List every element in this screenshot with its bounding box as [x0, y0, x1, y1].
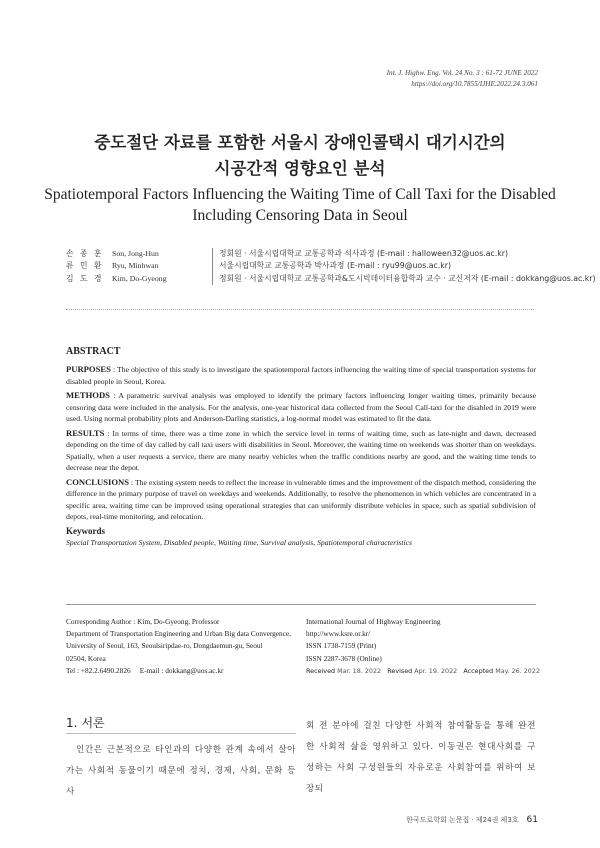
author-name-en: Kim, Do-Gyeong: [112, 273, 167, 283]
keywords-label: Keywords: [66, 525, 105, 536]
purposes-label: PURPOSES: [66, 364, 111, 374]
english-title-line1: Spatiotemporal Factors Influencing the Waiting Time of Call Taxi for the Disabled: [44, 186, 556, 203]
author-name-ko: 김 도 경: [66, 273, 104, 283]
abstract-section: [66, 346, 536, 549]
section-heading: [66, 714, 105, 731]
journal-url[interactable]: http://www.ksre.or.kr/: [306, 629, 371, 639]
article-dates: [306, 665, 546, 677]
methods-text: : A parametric survival analysis was employed to identify the primary factors influencing longer waiting times, primarily because censoring data were included in the analysis. For the analysis, one-year historical data collected from the Seoul Call-taxi for the disabled in 2019 were used. Using normal probability plots and Anderson-Darling statistics, a log-normal model was estimated to fit the data.: [66, 391, 536, 423]
author-name-ko: 류 민 환: [66, 261, 104, 271]
corr-address: University of Seoul, 163, Seoulsiripdae-ro, Dongdaemun-gu, Seoul: [66, 641, 263, 651]
author-name-en: Son, Jong-Hun: [112, 249, 159, 258]
conclusions-label: CONCLUSIONS: [66, 476, 130, 487]
english-title-line2: Including Censoring Data in Seoul: [192, 207, 408, 224]
revised-date: Apr. 19. 2022: [414, 666, 458, 675]
section-title: 서론: [81, 716, 105, 730]
english-title: [0, 184, 600, 226]
author-list: [66, 248, 596, 285]
abstract-conclusions: [66, 477, 536, 523]
abstract-methods: [66, 390, 536, 425]
corr-contact: Tel : +82.2.6490.2826 E-mail : dokkang@uos.ac.kr: [66, 665, 224, 675]
dotted-divider: [66, 309, 534, 310]
corr-author: Corresponding Author : Kim, Do-Gyeong, Professor: [66, 617, 220, 626]
author-affiliation: 정회원 · 서울시립대학교 교통공학과 석사과정 (E-mail : halloween32@uos.ac.kr): [212, 248, 508, 260]
footnote-divider: [66, 604, 536, 605]
author-affiliation: 서울시립대학교 교통공학과 박사과정 (E-mail : ryu99@uos.ac.kr): [212, 260, 451, 272]
journal-citation: [387, 68, 538, 90]
abstract-results: [66, 428, 536, 474]
korean-title: [0, 130, 600, 182]
purposes-text: : The objective of this study is to investigate the spatiotemporal factors influencing the waiting time of special transportation systems for disabled people in Seoul, Korea.: [66, 365, 536, 386]
volume-pages: Vol. 24 No. 3 : 61-72 JUNE 2022: [442, 69, 538, 77]
body-column-left: 인간은 근본적으로 타인과의 다양한 관계 속에서 살아가는 사회적 동물이기 때문에 정치, 경제, 사회, 문화 등 사: [66, 745, 296, 797]
keywords-text: Special Transportation System, Disabled people, Waiting time, Survival analysis, Spatiotemporal characteristics: [66, 538, 413, 547]
results-text: : In terms of time, there was a time zone in which the service level in terms of waiting time, such as late-night and dawn, decreased depending on the time of day called by call taxi users with disabilities in Seoul. Moreover, the waiting time on weekends was shorter than on weekdays. Spatially, when a user requests a service, there are many nearby vehicles when the traffic conditions nearby are good, and the waiting time tends to decrease near the depot.: [66, 428, 536, 472]
author-name-en: Ryu, Minhwan: [112, 261, 159, 271]
author-row: [66, 260, 596, 272]
conclusions-text: : The existing system needs to reflect the increase in vulnerable times and the improvement of the dispatch method, considering the difference in the primary purpose of travel on weekdays and weekends. Additionally, to resolve the phenomenon in which vehicles are concentrated in a specific area, waiting time can be improved using operational strategies that can uniformly distribute vehicles in space, such as spatial subdivision of depots, real-time monitoring, and relocation.: [66, 477, 536, 521]
issn-online: ISSN 2287-3678 (Online): [306, 653, 382, 663]
accepted-label: Accepted: [463, 666, 494, 675]
methods-label: METHODS: [66, 390, 110, 400]
page-footer: [406, 815, 538, 825]
korean-title-line2: 시공간적 영향요인 분석: [214, 159, 386, 178]
journal-full-name: International Journal of Highway Engineering: [306, 617, 441, 626]
revised-label: Revised: [387, 666, 413, 675]
author-affiliation: 정회원 · 서울시립대학교 교통공학과&도시빅데이터융합학과 교수 · 교신저자 (E-mail : dokkang@uos.ac.kr): [212, 273, 596, 285]
korean-title-line1: 중도절단 자료를 포함한 서울시 장애인콜택시 대기시간의: [94, 133, 506, 152]
accepted-date: May. 26. 2022: [495, 666, 541, 675]
author-row: [66, 248, 596, 260]
body-column-right: 회 전 분야에 걸친 다양한 사회적 참여활동을 통해 완전한 사회적 삶을 영위하고 있다. 이동권은 현대사회를 구성하는 사회 구성원들의 자유로운 사회참여를 위하여 보장되: [306, 721, 536, 794]
doi-link[interactable]: https://doi.org/10.7855/IJHE.2022.24.3.061: [411, 80, 538, 88]
journal-name: Int. J. Highw. Eng.: [386, 69, 441, 77]
journal-info-block: [306, 616, 546, 677]
abstract-heading: ABSTRACT: [66, 346, 121, 357]
corr-department: Department of Transportation Engineering and Urban Big data Convergence,: [66, 629, 291, 639]
section-number: 1.: [66, 716, 78, 730]
author-name-ko: 손 종 훈: [66, 249, 104, 258]
corr-postcode: 02504, Korea: [66, 653, 106, 663]
received-label: Received: [306, 666, 336, 675]
page-number: 61: [526, 815, 538, 825]
abstract-purposes: [66, 364, 536, 387]
results-label: RESULTS: [66, 427, 105, 438]
footer-journal: 한국도로학회 논문집 · 제24권 제3호: [406, 816, 519, 824]
issn-print: ISSN 1738-7159 (Print): [306, 641, 377, 651]
correspondence-block: [66, 616, 306, 677]
received-date: Mar. 18. 2022: [337, 666, 382, 675]
author-row: [66, 273, 596, 285]
section-underline: [66, 733, 296, 734]
